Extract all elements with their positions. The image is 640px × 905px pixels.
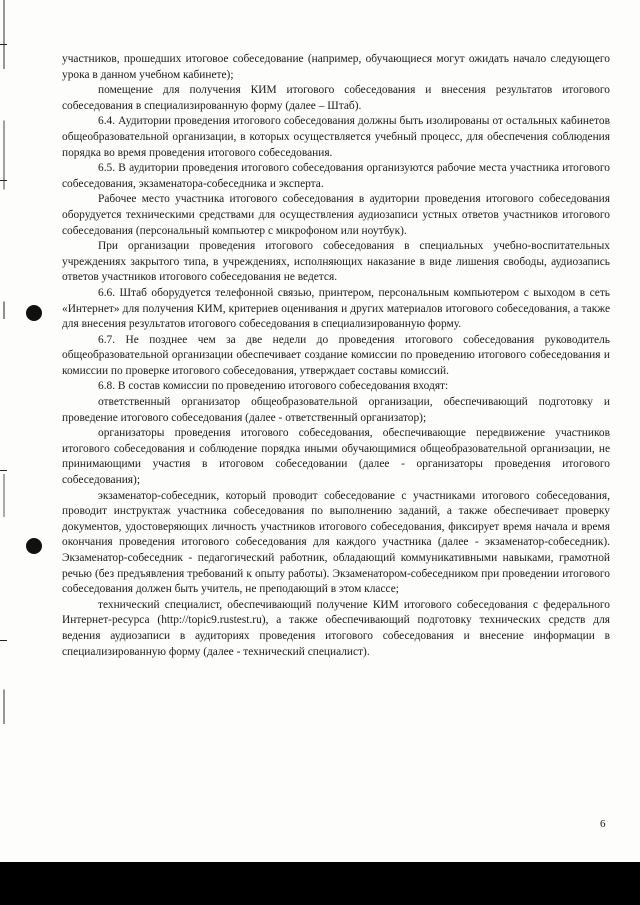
paragraph: помещение для получения КИМ итогового собеседования и внесения результатов итогового собеседования в специализированную форму (далее – Штаб). (62, 84, 610, 112)
page-number: 6 (600, 818, 606, 830)
paragraph: 6.5. В аудитории проведения итогового собеседования организуются рабочие места участника итогового собеседования, экзаменатора-собеседника и эксперта. (62, 162, 610, 190)
scan-edge-mark (0, 180, 7, 181)
scan-edge-line (3, 0, 5, 862)
paragraph: участников, прошедших итоговое собеседование (например, обучающиеся могут ожидать начало следующего урока в данном учебном кабинете); (62, 53, 610, 81)
scan-edge-mark (0, 44, 7, 45)
paragraph: Рабочее место участника итогового собеседования в аудитории проведения итогового собеседования оборудуется техническими средствами для осуществления аудиозаписи устных ответов участников итогового собеседования (персональный компьютер с микрофоном или ноутбук). (62, 193, 610, 237)
paragraph: организаторы проведения итогового собеседования, обеспечивающие передвижение участников итогового собеседования и соблюдение порядка иными обучающимися общеобразовательной организации, не принимающими участия в итоговом собеседовании (далее - организаторы проведения итогового собеседования); (62, 427, 610, 487)
paragraph: ответственный организатор общеобразовательной организации, обеспечивающий подготовку и проведение итогового собеседования (далее - ответственный организатор); (62, 396, 610, 424)
punch-hole-mark (26, 538, 42, 554)
scan-edge-mark (0, 470, 7, 471)
scan-edge-mark (0, 640, 7, 641)
paragraph: 6.4. Аудитории проведения итогового собеседования должны быть изолированы от остальных кабинетов общеобразовательной организации, в которых осуществляется учебный процесс, для обеспечения соблюдения порядка во время проведения итогового собеседования. (62, 115, 610, 159)
document-body (62, 52, 610, 660)
paragraph: 6.8. В состав комиссии по проведению итогового собеседования входят: (98, 380, 449, 393)
punch-hole-mark (26, 305, 42, 321)
paragraph: При организации проведения итогового собеседования в специальных учебно-воспитательных учреждениях закрытого типа, в учреждениях, исполняющих наказание в виде лишения свободы, аудиозапись ответов участников итогового собеседования не ведется. (62, 240, 610, 284)
scan-bottom-band (0, 862, 640, 905)
paragraph: экзаменатор-собеседник, который проводит собеседование с участниками итогового собеседования, проводит инструктаж участника собеседования по выполнению заданий, а также обеспечивает проверку документов, удостоверяющих личность участников итогового собеседования, фиксирует время начала и время окончания проведения итогового собеседования для каждого участника (далее - экзаменатор-собеседник). Экзаменатор-собеседник - педагогический работник, обладающий коммуникативными навыками, грамотной речью (без предъявления требований к опыту работы). Экзаменатором-собеседником при проведении итогового собеседования должен быть учитель, не преподающий в этом классе; (62, 489, 610, 596)
paragraph: 6.7. Не позднее чем за две недели до проведения итогового собеседования руководитель общеобразовательной организации обеспечивает создание комиссии по проведению итогового собеседования и комиссии по проверке итогового собеседования, утверждает составы комиссий. (62, 333, 610, 377)
paragraph: 6.6. Штаб оборудуется телефонной связью, принтером, персональным компьютером с выходом в сеть «Интернет» для получения КИМ, критериев оценивания и других материалов итогового собеседования, а также для внесения результатов итогового собеседования в специализированную форму. (62, 286, 610, 331)
paragraph: технический специалист, обеспечивающий получение КИМ итогового собеседования с федерального Интернет-ресурса (http://topic9.rustest.ru), а также обеспечивающий подготовку технических средств для ведения аудиозаписи в аудиториях проведения итогового собеседования и внесение информации в специализированную форму (далее - технический специалист). (62, 598, 610, 658)
